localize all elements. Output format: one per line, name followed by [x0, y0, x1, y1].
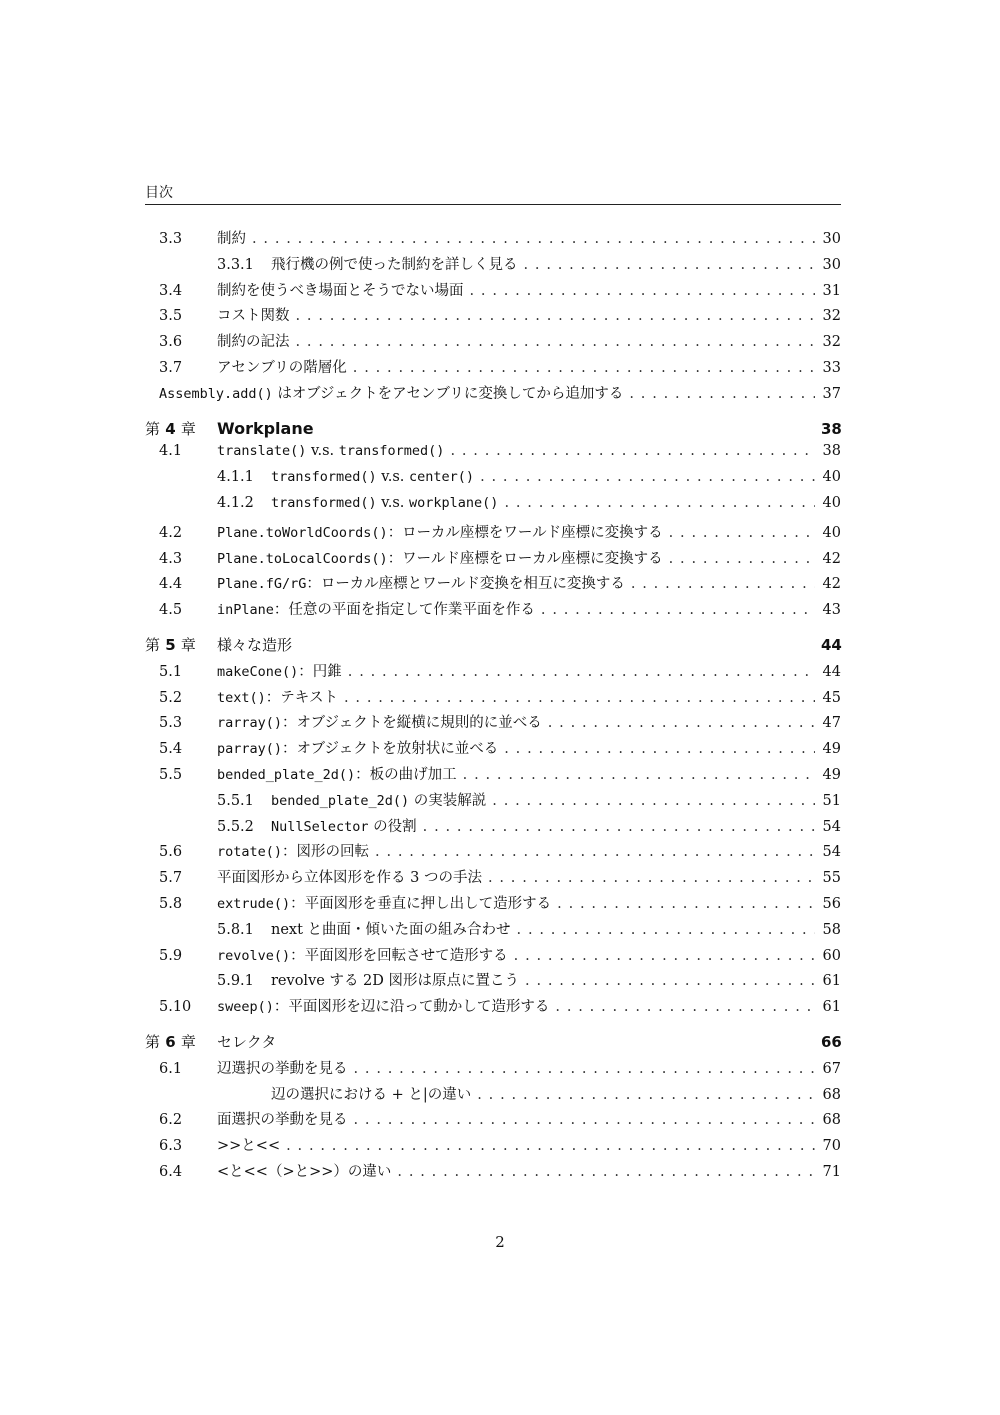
dot-leader	[488, 870, 815, 886]
entry-title	[217, 572, 625, 593]
code-text: revolve()	[217, 947, 291, 964]
title-text: アセンブリの階層化	[217, 359, 347, 376]
dot-leader	[296, 308, 816, 324]
entry-page-number: 56	[822, 895, 841, 912]
entry-page-number: 42	[822, 576, 841, 593]
entry-title	[217, 227, 246, 248]
title-text: ：ローカル座標とワールド変換を相互に変換する	[306, 576, 625, 593]
entry-number: 4.3	[159, 550, 183, 567]
entry-title	[271, 789, 486, 810]
dot-leader	[252, 231, 815, 247]
entry-title	[217, 521, 663, 542]
toc-entry[interactable]	[145, 737, 841, 763]
toc-entry[interactable]	[145, 253, 841, 279]
entry-page-number: 44	[821, 635, 842, 654]
entry-page-number: 58	[822, 921, 841, 938]
dot-leader	[397, 1164, 815, 1180]
entry-page-number: 71	[822, 1163, 841, 1180]
toc-entry[interactable]	[145, 840, 841, 866]
dot-leader	[555, 999, 815, 1015]
code-text: workplane()	[409, 494, 499, 511]
entry-page-number: 54	[822, 818, 841, 835]
entry-number: 5.8.1	[217, 921, 254, 938]
entry-title	[217, 330, 290, 351]
toc-entry[interactable]	[145, 443, 841, 469]
entry-number: 5.3	[159, 715, 183, 732]
entry-title	[271, 469, 474, 485]
entry-number: 4.1.1	[217, 469, 254, 486]
toc-entry[interactable]	[145, 1057, 841, 1083]
chapter-prefix: 第	[145, 419, 161, 438]
dot-leader	[492, 793, 815, 809]
toc-entry[interactable]	[145, 789, 841, 815]
entry-page-number: 67	[822, 1060, 841, 1077]
entry-number: 3.4	[159, 282, 183, 299]
title-text: revolve する 2D 図形は原点に置こう	[271, 973, 520, 990]
entry-page-number: 70	[822, 1138, 841, 1155]
dot-leader	[296, 334, 816, 350]
entry-page-number: 40	[822, 469, 841, 486]
toc-entry[interactable]	[145, 227, 841, 253]
code-text: extrude()	[217, 895, 291, 912]
code-text: rarray()	[217, 715, 283, 732]
entry-page-number: 49	[822, 741, 841, 758]
entry-title	[217, 840, 369, 861]
running-header	[145, 182, 841, 205]
entry-page-number: 49	[822, 766, 841, 783]
dot-leader	[631, 576, 815, 592]
code-text: sweep()	[217, 999, 274, 1016]
code-text: transformed()	[338, 443, 445, 460]
title-text: 飛行機の例で使った制約を詳しく見る	[271, 256, 518, 273]
toc-entry[interactable]	[145, 521, 841, 547]
dot-leader	[423, 819, 815, 835]
title-text: 平面図形から立体図形を作る 3 つの手法	[217, 870, 482, 887]
page-number: 2	[495, 1233, 505, 1251]
entry-page-number: 44	[822, 663, 841, 680]
title-text: 面選択の挙動を見る	[217, 1112, 348, 1129]
entry-title	[217, 686, 338, 707]
title-text: ：ワールド座標をローカル座標に変換する	[387, 550, 663, 567]
entry-page-number: 66	[821, 1032, 842, 1051]
entry-title	[271, 918, 511, 939]
entry-number: 4.1	[159, 443, 183, 460]
dot-leader	[450, 443, 815, 459]
toc-entry[interactable]	[145, 382, 841, 408]
entry-number: 3.7	[159, 359, 183, 376]
title-text: <と<<（>と>>）の違い	[217, 1163, 392, 1180]
header-title: 目次	[145, 185, 173, 201]
entry-page-number: 38	[821, 419, 842, 438]
code-text: transformed()	[271, 469, 377, 486]
title-text: ：円錐	[298, 663, 342, 680]
dot-leader	[548, 715, 815, 731]
toc-entry[interactable]	[145, 944, 841, 970]
chapter-suffix: 章	[180, 419, 196, 438]
dot-leader	[557, 896, 815, 912]
entry-title	[217, 660, 342, 681]
entry-number	[145, 418, 217, 439]
entry-page-number: 60	[822, 947, 841, 964]
title-text: コスト関数	[217, 308, 290, 325]
code-text: makeCone()	[217, 663, 299, 680]
entry-number: 5.5	[159, 766, 183, 783]
code-text: bended_plate_2d()	[217, 766, 356, 783]
title-text: ：オブジェクトを放射状に並べる	[282, 741, 499, 758]
title-text: 制約を使うべき場面とそうでない場面	[217, 282, 464, 299]
entry-page-number: 37	[822, 385, 841, 402]
entry-number: 6.4	[159, 1163, 183, 1180]
title-text: >>と<<	[217, 1138, 281, 1155]
title-text: v.s.	[306, 443, 339, 460]
chapter-suffix: 章	[180, 1032, 196, 1051]
toc-entry[interactable]	[145, 969, 841, 995]
entry-number: 5.8	[159, 895, 183, 912]
toc-entry[interactable]	[145, 279, 841, 305]
toc-entry[interactable]	[145, 1160, 841, 1186]
entry-title	[217, 995, 549, 1016]
toc-entry[interactable]	[145, 686, 841, 712]
entry-title	[217, 1134, 280, 1155]
entry-number: 4.2	[159, 524, 183, 541]
entry-number: 6.2	[159, 1112, 183, 1129]
dot-leader	[344, 690, 815, 706]
title-text: セレクタ	[217, 1032, 277, 1051]
title-text: v.s.	[376, 469, 410, 486]
code-text: center()	[409, 469, 475, 486]
chapter-number: 5	[160, 635, 181, 654]
entry-number	[145, 634, 217, 655]
dot-leader	[504, 741, 815, 757]
toc-entry[interactable]	[145, 356, 841, 382]
entry-page-number: 32	[822, 308, 841, 325]
entry-page-number: 30	[822, 231, 841, 247]
entry-number: 4.1.2	[217, 494, 254, 511]
entry-title	[217, 1160, 391, 1181]
dot-leader	[354, 1061, 816, 1077]
entry-title	[217, 1108, 348, 1129]
entry-title	[217, 944, 508, 965]
chapter-suffix: 章	[180, 635, 196, 654]
code-text: Plane.toWorldCoords()	[217, 524, 388, 541]
entry-title	[217, 356, 347, 377]
entry-number: 3.3.1	[217, 256, 254, 273]
entry-number: 5.4	[159, 741, 183, 758]
entry-page-number: 45	[822, 689, 841, 706]
code-text: NullSelector	[271, 818, 369, 835]
dot-leader	[348, 664, 815, 680]
chapter-number: 6	[160, 1032, 181, 1051]
entry-title	[217, 711, 542, 732]
entry-number: 5.5.2	[217, 818, 254, 835]
entry-number: 6.1	[159, 1060, 183, 1077]
code-text: transformed()	[271, 494, 377, 511]
dot-leader	[629, 386, 815, 402]
title-text: の実装解説	[409, 792, 487, 809]
toc-entry[interactable]	[145, 1083, 841, 1109]
toc-entry[interactable]	[145, 495, 841, 521]
entry-page-number: 47	[822, 715, 841, 732]
toc-entry[interactable]	[145, 995, 841, 1021]
dot-leader	[480, 469, 815, 485]
entry-number: 6.3	[159, 1138, 183, 1155]
entry-number: 4.5	[159, 602, 183, 619]
dot-leader	[514, 948, 815, 964]
entry-page-number: 40	[822, 494, 841, 511]
title-text: ：板の曲げ加工	[355, 766, 457, 783]
entry-page-number: 42	[822, 550, 841, 567]
entry-title	[217, 598, 535, 619]
title-text: next と曲面・傾いた面の組み合わせ	[271, 921, 511, 938]
entry-page-number: 54	[822, 844, 841, 861]
toc-entry[interactable]	[145, 572, 841, 598]
toc-entry[interactable]	[145, 304, 841, 330]
entry-number: 5.6	[159, 844, 183, 861]
title-text: ：任意の平面を指定して作業平面を作る	[273, 602, 535, 619]
dot-leader	[524, 257, 816, 273]
toc-entry[interactable]	[145, 598, 841, 624]
entry-title	[217, 1057, 348, 1078]
chapter-number: 4	[160, 419, 181, 438]
title-text: 辺選択の挙動を見る	[217, 1060, 348, 1077]
toc-entry[interactable]	[145, 469, 841, 495]
entry-title	[217, 279, 464, 300]
entry-title	[271, 1083, 471, 1104]
code-text: inPlane	[217, 602, 274, 619]
entry-number: 5.5.1	[217, 792, 254, 809]
title-text: ：ローカル座標をワールド座標に変換する	[387, 524, 663, 541]
entry-page-number: 38	[822, 443, 841, 460]
entry-page-number: 43	[822, 602, 841, 619]
title-text: ：平面図形を回転させて造形する	[290, 947, 508, 964]
toc-chapter-entry[interactable]	[145, 1031, 841, 1057]
toc-entry[interactable]	[145, 1108, 841, 1134]
title-text: 辺の選択における + と|の違い	[271, 1086, 472, 1103]
entry-title	[217, 634, 292, 655]
entry-page-number: 40	[822, 524, 841, 541]
entry-title	[217, 304, 290, 325]
entry-page-number: 32	[822, 334, 841, 351]
entry-title	[217, 737, 498, 758]
dot-leader	[463, 767, 815, 783]
entry-page-number: 30	[822, 256, 841, 273]
entry-page-number: 61	[822, 999, 841, 1016]
title-text: Workplane	[217, 418, 314, 438]
entry-number: 4.4	[159, 576, 183, 593]
toc-entry[interactable]	[145, 660, 841, 686]
dot-leader	[470, 283, 816, 299]
toc-entry[interactable]	[145, 711, 841, 737]
entry-number: 5.2	[159, 689, 183, 706]
entry-number: 5.10	[159, 999, 192, 1016]
entry-title	[271, 815, 417, 836]
code-text: bended_plate_2d()	[271, 792, 410, 809]
code-text: parray()	[217, 741, 283, 758]
title-text: ：平面図形を辺に沿って動かして造形する	[273, 999, 550, 1016]
code-text: Assembly.add()	[159, 385, 273, 402]
title-text: ：平面図形を垂直に押し出して造形する	[290, 895, 552, 912]
entry-title	[217, 763, 457, 784]
toc-entry[interactable]	[145, 1134, 841, 1160]
title-text: の役割	[368, 818, 417, 835]
dot-leader	[477, 1087, 815, 1103]
dot-leader	[286, 1138, 815, 1154]
toc-entry[interactable]	[145, 815, 841, 841]
entry-number: 5.1	[159, 663, 183, 680]
entry-page-number: 68	[822, 1112, 841, 1129]
toc-chapter-entry[interactable]	[145, 418, 841, 444]
dot-leader	[375, 844, 815, 860]
entry-number	[145, 1031, 217, 1052]
entry-title	[159, 382, 623, 403]
entry-title	[217, 892, 551, 913]
dot-leader	[525, 973, 815, 989]
toc-entry[interactable]	[145, 330, 841, 356]
chapter-prefix: 第	[145, 1032, 161, 1051]
entry-number: 3.6	[159, 334, 183, 351]
dot-leader	[669, 551, 815, 567]
entry-title	[217, 547, 663, 568]
entry-page-number: 61	[822, 973, 841, 990]
entry-title	[271, 969, 519, 990]
title-text: 様々な造形	[217, 635, 293, 654]
dot-leader	[354, 1112, 816, 1128]
table-of-contents	[145, 227, 841, 1186]
title-text: ：オブジェクトを縦横に規則的に並べる	[282, 715, 542, 732]
entry-number: 3.5	[159, 308, 183, 325]
toc-entry[interactable]	[145, 866, 841, 892]
dot-leader	[504, 495, 815, 511]
code-text: rotate()	[217, 844, 283, 861]
title-text: はオブジェクトをアセンブリに変換してから追加する	[272, 385, 624, 402]
entry-page-number: 31	[822, 282, 841, 299]
entry-page-number: 51	[822, 792, 841, 809]
code-text: translate()	[217, 443, 307, 460]
title-text: 制約	[217, 231, 246, 247]
code-text: Plane.fG/rG	[217, 576, 307, 593]
entry-number: 5.9.1	[217, 973, 254, 990]
dot-leader	[669, 525, 815, 541]
toc-entry[interactable]	[145, 918, 841, 944]
entry-page-number: 55	[822, 870, 841, 887]
entry-number: 5.9	[159, 947, 183, 964]
entry-page-number: 68	[822, 1086, 841, 1103]
code-text: text()	[217, 689, 266, 706]
entry-page-number: 33	[822, 359, 841, 376]
dot-leader	[517, 922, 815, 938]
entry-title	[217, 443, 444, 459]
title-text: ：図形の回転	[282, 844, 370, 861]
entry-title	[271, 253, 518, 274]
toc-chapter-entry[interactable]	[145, 634, 841, 660]
toc-entry[interactable]	[145, 547, 841, 573]
entry-title	[217, 1031, 276, 1052]
entry-title	[217, 866, 482, 887]
title-text: ：テキスト	[265, 689, 338, 706]
toc-entry[interactable]	[145, 763, 841, 789]
entry-title	[271, 495, 498, 511]
code-text: Plane.toLocalCoords()	[217, 550, 388, 567]
dot-leader	[353, 360, 815, 376]
entry-number: 3.3	[159, 231, 183, 247]
title-text: 制約の記法	[217, 334, 290, 351]
toc-entry[interactable]	[145, 892, 841, 918]
entry-number: 5.7	[159, 870, 183, 887]
chapter-prefix: 第	[145, 635, 161, 654]
dot-leader	[541, 602, 815, 618]
title-text: v.s.	[376, 494, 410, 511]
entry-title	[217, 419, 314, 438]
